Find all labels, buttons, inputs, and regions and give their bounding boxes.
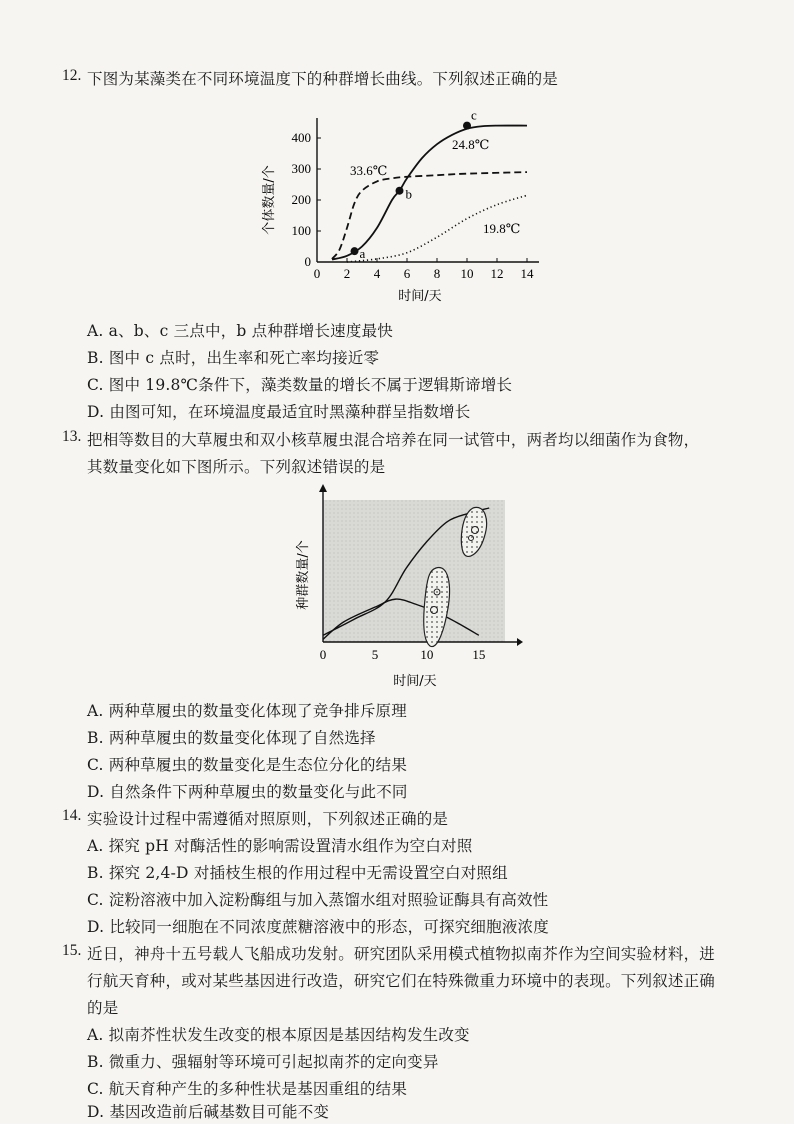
q12-point-a bbox=[351, 247, 359, 255]
q12-chart-xlabel: 时间/天 bbox=[398, 289, 442, 304]
q12-option-c: C. 图中 19.8℃条件下，藻类数量的增长不属于逻辑斯谛增长 bbox=[87, 376, 513, 394]
q13-stem-line2: 其数量变化如下图所示。下列叙述错误的是 bbox=[87, 458, 386, 476]
legend-label-33.6: 33.6℃ bbox=[350, 163, 388, 178]
q12-y-tick-label: 300 bbox=[291, 161, 311, 176]
q14-option-d: D. 比较同一细胞在不同浓度蔗糖溶液中的形态，可探究细胞液浓度 bbox=[87, 918, 549, 936]
q13-chart bbox=[285, 480, 525, 692]
q15-option-a: A. 拟南芥性状发生改变的根本原因是基因结构发生改变 bbox=[87, 1026, 470, 1044]
q13-chart-xlabel: 时间/天 bbox=[393, 674, 437, 689]
q12-x-tick-label: 8 bbox=[433, 266, 441, 281]
q13-stem-line1: 把相等数目的大草履虫和双小核草履虫混合培养在同一试管中，两者均以细菌作为食物， bbox=[87, 431, 700, 449]
q12-stem: 下图为某藻类在不同环境温度下的种群增长曲线。下列叙述正确的是 bbox=[87, 70, 559, 88]
legend-label-19.8: 19.8℃ bbox=[483, 221, 521, 236]
q13-option-b: B. 两种草履虫的数量变化体现了自然选择 bbox=[87, 729, 376, 747]
q13-x-tick-label: 10 bbox=[420, 647, 434, 662]
q12-y-tick-label: 200 bbox=[291, 192, 311, 207]
q12-x-tick-label: 14 bbox=[520, 266, 534, 281]
legend-label-24.8: 24.8℃ bbox=[452, 137, 490, 152]
q12-point-label: c bbox=[471, 107, 477, 123]
q12-x-tick-label: 10 bbox=[460, 266, 474, 281]
q12-y-tick-label: 100 bbox=[291, 223, 311, 238]
q15-stem-line3: 的是 bbox=[87, 999, 119, 1017]
q13-chart-ylabel: 种群数量/个 bbox=[296, 540, 311, 610]
q12-number: 12. bbox=[62, 67, 82, 84]
q12-option-a: A. a、b、c 三点中，b 点种群增长速度最快 bbox=[87, 322, 393, 340]
q12-x-tick-label: 12 bbox=[490, 266, 504, 281]
q13-x-tick-label: 0 bbox=[319, 647, 327, 662]
q12-y-tick-label: 400 bbox=[291, 130, 311, 145]
q15-stem-line1: 近日，神舟十五号载人飞船成功发射。研究团队采用模式植物拟南芥作为空间实验材料，进 bbox=[87, 945, 716, 963]
q13-option-c: C. 两种草履虫的数量变化是生态位分化的结果 bbox=[87, 756, 408, 774]
q14-option-a: A. 探究 pH 对酶活性的影响需设置清水组作为空白对照 bbox=[87, 837, 473, 855]
q12-x-tick-label: 0 bbox=[313, 266, 321, 281]
q12-chart-ylabel: 个体数量/个 bbox=[262, 165, 277, 235]
q14-option-b: B. 探究 2,4-D 对插枝生根的作用过程中无需设置空白对照组 bbox=[87, 864, 508, 882]
q14-option-c: C. 淀粉溶液中加入淀粉酶组与加入蒸馏水组对照验证酶具有高效性 bbox=[87, 891, 549, 909]
q12-x-tick-label: 4 bbox=[373, 266, 381, 281]
q13-option-a: A. 两种草履虫的数量变化体现了竞争排斥原理 bbox=[87, 702, 407, 720]
q12-option-d: D. 由图可知，在环境温度最适宜时黑藻种群呈指数增长 bbox=[87, 403, 471, 421]
q13-option-d: D. 自然条件下两种草履虫的数量变化与此不同 bbox=[87, 783, 408, 801]
q15-option-b: B. 微重力、强辐射等环境可引起拟南芥的定向变异 bbox=[87, 1053, 439, 1071]
q12-x-tick-label: 6 bbox=[403, 266, 411, 281]
q15-option-c: C. 航天育种产生的多种性状是基因重组的结果 bbox=[87, 1080, 408, 1098]
q12-y-tick-label: 0 bbox=[304, 254, 311, 269]
q14-number: 14. bbox=[62, 807, 82, 824]
q12-point-label: b bbox=[405, 186, 412, 202]
q12-option-b: B. 图中 c 点时，出生率和死亡率均接近零 bbox=[87, 349, 380, 367]
q15-stem-line2: 行航天育种，或对某些基因进行改造，研究它们在特殊微重力环境中的表现。下列叙述正确 bbox=[87, 972, 716, 990]
q13-x-tick-label: 5 bbox=[371, 647, 379, 662]
q12-point-b bbox=[396, 187, 404, 195]
q12-chart bbox=[255, 100, 555, 310]
q13-x-tick-label: 15 bbox=[472, 647, 486, 662]
q14-stem: 实验设计过程中需遵循对照原则，下列叙述正确的是 bbox=[87, 810, 449, 828]
q15-number: 15. bbox=[62, 942, 82, 959]
q12-point-c bbox=[463, 122, 471, 130]
y-axis-arrow-icon bbox=[319, 484, 327, 492]
q12-series-line bbox=[332, 126, 527, 260]
q12-point-label: a bbox=[359, 246, 366, 262]
x-axis-arrow-icon bbox=[517, 638, 523, 646]
q13-number: 13. bbox=[62, 428, 82, 445]
q12-x-tick-label: 2 bbox=[343, 266, 351, 281]
q15-option-d: D. 基因改造前后碱基数目可能不变 bbox=[87, 1103, 330, 1121]
